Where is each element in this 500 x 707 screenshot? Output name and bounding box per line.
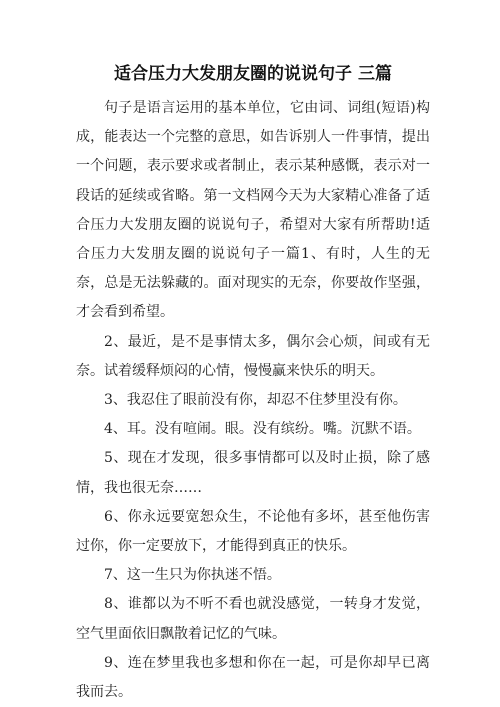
paragraph-8: 8、谁都以为不听不看也就没感觉，一转身才发觉，空气里面依旧飘散着记忆的气味。 <box>76 596 430 642</box>
paragraph-7: 7、这一生只为你执迷不悟。 <box>104 567 281 584</box>
document-body <box>76 94 430 707</box>
paragraph-4: 4、耳。没有喧闹。眼。没有缤纷。嘴。沉默不语。 <box>104 421 421 438</box>
document-title: 适合压力大发朋友圈的说说句子 三篇 <box>114 64 392 84</box>
paragraph-9: 9、连在梦里我也多想和你在一起，可是你却早已离我而去。 <box>76 654 430 701</box>
paragraph-3: 3、我忍住了眼前没有你，却忍不住梦里没有你。 <box>104 392 407 409</box>
paragraph-6: 6、你永远要宽恕众生，不论他有多坏，甚至他伤害过你，你一定要放下，才能得到真正的快乐。 <box>76 508 430 555</box>
paragraph-intro: 句子是语言运用的基本单位，它由词、词组(短语)构成，能表达一个完整的意思，如告诉别人一件事情，提出一个问题，表示要求或者制止，表示某种感慨，表示对一段话的延续或省略。第一文档网今天为大家精心准备了适合压力大发朋友圈的说说句子，希望对大家有所帮助!适合压力大发朋友圈的说说句子一篇1、有时，人生的无奈，总是无法躲藏的。面对现实的无奈，你要故作坚强，才会看到希望。 <box>76 100 430 321</box>
paragraph-2: 2、最近，是不是事情太多，偶尔会心烦，间或有无奈。试着缓释烦闷的心情，慢慢赢来快乐的明天。 <box>76 333 430 379</box>
paragraph-5: 5、现在才发现，很多事情都可以及时止损，除了感情，我也很无奈…… <box>76 450 430 496</box>
